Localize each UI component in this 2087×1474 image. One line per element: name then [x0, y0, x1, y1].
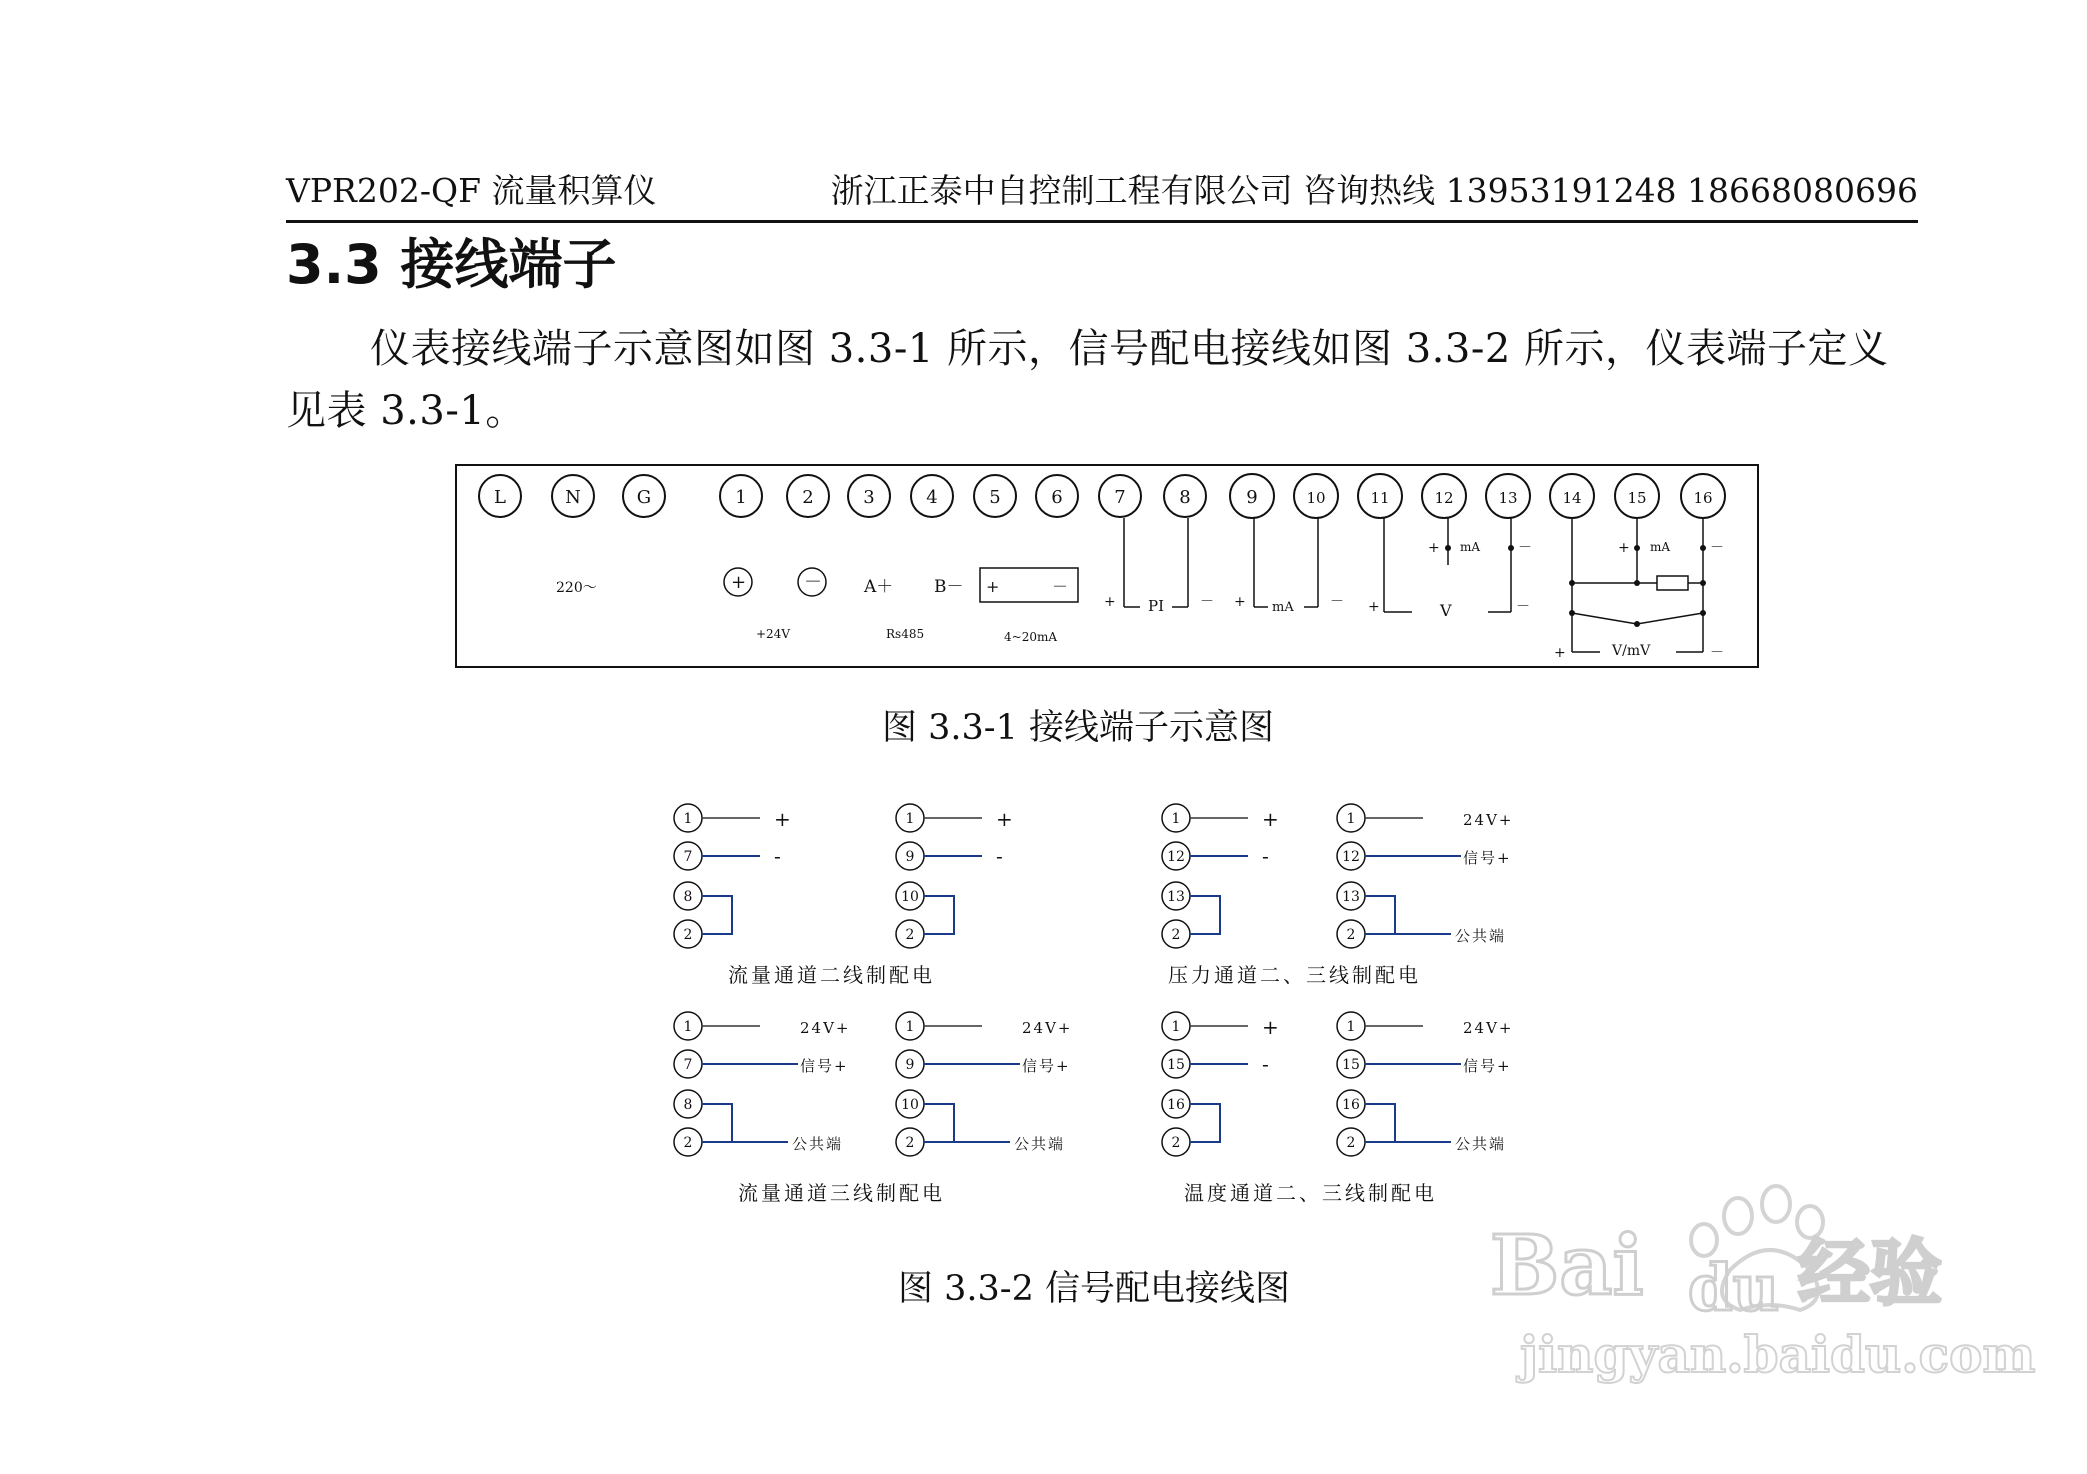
label-box-plus: +: [986, 577, 1000, 596]
label-ac: 220～: [556, 580, 597, 596]
terminal-10: [1294, 474, 1338, 518]
terminal-number: 12: [1434, 489, 1454, 507]
label-ma: mA: [1272, 600, 1294, 615]
label-plus: +: [1262, 807, 1281, 831]
pin-number: 2: [905, 1135, 915, 1151]
label-common: 公共端: [792, 1135, 844, 1153]
pin-number: 16: [1167, 1097, 1185, 1113]
label-box-minus: －: [1052, 577, 1069, 596]
label-13-minus: －: [1518, 540, 1532, 556]
label-pi: PI: [1148, 597, 1165, 615]
pin-number: 1: [683, 1019, 693, 1035]
pin-number: 2: [1346, 1135, 1356, 1151]
pin-number: 2: [1171, 927, 1181, 943]
label-vmv: V/mV: [1612, 643, 1651, 659]
label-v-plus: +: [1368, 599, 1380, 615]
pin-number: 13: [1167, 889, 1185, 905]
terminal-15: [1615, 474, 1659, 518]
label-pi-minus: －: [1200, 594, 1214, 610]
signal-diagram-1: [674, 804, 793, 948]
terminal-13: [1486, 474, 1530, 518]
terminal-number: 11: [1370, 489, 1390, 507]
signal-diagram-5: [674, 1012, 851, 1156]
terminal-number: 1: [735, 487, 747, 508]
terminal-circles: [479, 474, 1725, 518]
label-common: 公共端: [1455, 1135, 1507, 1153]
label-4-20ma: 4~20mA: [1004, 630, 1058, 644]
terminal-3: [848, 475, 890, 517]
signal-diagram-6: [896, 1012, 1073, 1156]
pin-number: 2: [683, 1135, 693, 1151]
label-minus: -: [1262, 1052, 1271, 1076]
terminal-8: [1164, 475, 1206, 517]
terminal-number: 6: [1051, 487, 1063, 508]
label-p24v: +24V: [756, 627, 790, 641]
label-15-ma: mA: [1650, 540, 1671, 554]
label-b-minus: B－: [934, 577, 964, 597]
label-minus: -: [1262, 844, 1271, 868]
label-plus: +: [1262, 1015, 1281, 1039]
pin-number: 7: [683, 849, 693, 865]
pin-number: 2: [905, 927, 915, 943]
label-minus: -: [996, 844, 1005, 868]
pin-number: 1: [905, 811, 915, 827]
pin-number: 8: [683, 889, 693, 905]
label-a-plus: A＋: [864, 577, 894, 597]
group4-title: 温度通道二、三线制配电: [1184, 1181, 1437, 1205]
terminal-11: [1358, 474, 1402, 518]
terminal-12: [1422, 474, 1466, 518]
terminal-4: [911, 475, 953, 517]
label-plus-24v: +: [731, 572, 747, 593]
label-signal: 信号+: [1463, 849, 1512, 867]
terminal-number: 3: [863, 487, 875, 508]
label-common: 公共端: [1014, 1135, 1066, 1153]
terminal-number: N: [565, 487, 581, 508]
label-plus: +: [774, 807, 793, 831]
watermark-brand2: du: [1688, 1251, 1780, 1326]
terminal-2: [787, 475, 829, 517]
terminal-5: [974, 475, 1016, 517]
label-signal: 信号+: [1022, 1057, 1071, 1075]
watermark-url: jingyan.baidu.com: [1520, 1325, 2036, 1384]
pin-number: 15: [1342, 1057, 1360, 1073]
terminal-6: [1036, 475, 1078, 517]
terminal-number: 14: [1562, 489, 1582, 507]
label-ma-minus: －: [1330, 594, 1344, 610]
terminal-dots: [1445, 545, 1706, 627]
pin-number: 7: [683, 1057, 693, 1073]
label-ma-plus: +: [1234, 594, 1246, 610]
pin-number: 2: [1171, 1135, 1181, 1151]
pin-number: 13: [1342, 889, 1360, 905]
terminal-7: [1099, 475, 1141, 517]
section-title: 3.3 接线端子: [286, 233, 617, 296]
terminal-labels: [556, 540, 1724, 661]
pin-number: 10: [901, 1097, 919, 1113]
label-common: 公共端: [1455, 927, 1507, 945]
terminal-number: L: [494, 487, 506, 508]
pin-number: 12: [1342, 849, 1360, 865]
terminal-number: 4: [926, 487, 938, 508]
label-minus-24v: －: [804, 572, 822, 593]
label-12-ma: mA: [1460, 540, 1481, 554]
watermark-cn: 经验: [1798, 1230, 1943, 1315]
pin-number: 2: [683, 927, 693, 943]
terminal-1: [720, 475, 762, 517]
pin-number: 12: [1167, 849, 1185, 865]
group2-title: 压力通道二、三线制配电: [1168, 963, 1421, 987]
terminal-number: 2: [802, 487, 814, 508]
label-signal: 信号+: [800, 1057, 849, 1075]
group1-title: 流量通道二线制配电: [728, 963, 935, 987]
label-24v: 24V+: [800, 1019, 851, 1037]
terminal-number: 7: [1114, 487, 1126, 508]
label-vmv-minus: －: [1710, 645, 1724, 661]
terminal-number: 15: [1627, 489, 1647, 507]
terminal-wiring: [980, 518, 1703, 652]
pin-number: 1: [1171, 811, 1181, 827]
pin-number: 2: [1346, 927, 1356, 943]
figure1-caption: 图 3.3-1 接线端子示意图: [882, 708, 1275, 748]
signal-diagram-4: [1337, 804, 1514, 948]
signal-diagram-7: [1162, 1012, 1281, 1156]
terminal-number: 13: [1498, 489, 1518, 507]
signal-diagram-3: [1162, 804, 1281, 948]
pin-number: 1: [1346, 811, 1356, 827]
label-24v: 24V+: [1022, 1019, 1073, 1037]
pin-number: 8: [683, 1097, 693, 1113]
header-left: VPR202-QF 流量积算仪: [286, 171, 657, 210]
terminal-number: 8: [1179, 487, 1191, 508]
body-paragraph: 仪表接线端子示意图如图 3.3-1 所示，信号配电接线如图 3.3-2 所示，仪表端子定义见表 3.3-1。: [286, 326, 1889, 434]
terminal-number: 5: [989, 487, 1001, 508]
watermark-brand: Bai: [1490, 1218, 1644, 1314]
label-vmv-plus: +: [1554, 645, 1566, 661]
terminal-16: [1681, 474, 1725, 518]
group3-title: 流量通道三线制配电: [738, 1181, 945, 1205]
terminal-number: 10: [1306, 489, 1326, 507]
label-16-minus: －: [1710, 540, 1724, 556]
header-right: 浙江正泰中自控制工程有限公司 咨询热线 13953191248 18668080696: [830, 171, 1918, 210]
label-rs485: Rs485: [886, 627, 925, 641]
label-v: V: [1440, 601, 1452, 620]
terminal-14: [1550, 474, 1594, 518]
terminal-9: [1230, 474, 1274, 518]
baidu-watermark: [1480, 1160, 2036, 1390]
label-minus: -: [774, 844, 783, 868]
pin-number: 1: [1171, 1019, 1181, 1035]
terminal-n: [552, 475, 594, 517]
label-15-plus: +: [1618, 540, 1630, 556]
label-24v: 24V+: [1463, 1019, 1514, 1037]
label-pi-plus: +: [1104, 594, 1116, 610]
pin-number: 1: [1346, 1019, 1356, 1035]
pin-number: 1: [905, 1019, 915, 1035]
terminal-g: [623, 475, 665, 517]
label-plus: +: [996, 807, 1015, 831]
pin-number: 16: [1342, 1097, 1360, 1113]
terminal-number: 16: [1693, 489, 1713, 507]
label-signal: 信号+: [1463, 1057, 1512, 1075]
label-v-minus: －: [1516, 599, 1530, 615]
terminal-l: [479, 475, 521, 517]
pin-number: 1: [683, 811, 693, 827]
pin-number: 9: [905, 1057, 915, 1073]
pin-number: 10: [901, 889, 919, 905]
signal-diagram-2: [896, 804, 1015, 948]
terminal-number: G: [636, 487, 652, 508]
pin-number: 15: [1167, 1057, 1185, 1073]
terminal-number: 9: [1246, 487, 1258, 508]
signal-group-titles: [728, 963, 1437, 1205]
label-24v: 24V+: [1463, 811, 1514, 829]
signal-diagram-8: [1337, 1012, 1514, 1156]
pin-number: 9: [905, 849, 915, 865]
label-12-plus: +: [1428, 540, 1440, 556]
figure2-caption: 图 3.3-2 信号配电接线图: [898, 1269, 1291, 1309]
